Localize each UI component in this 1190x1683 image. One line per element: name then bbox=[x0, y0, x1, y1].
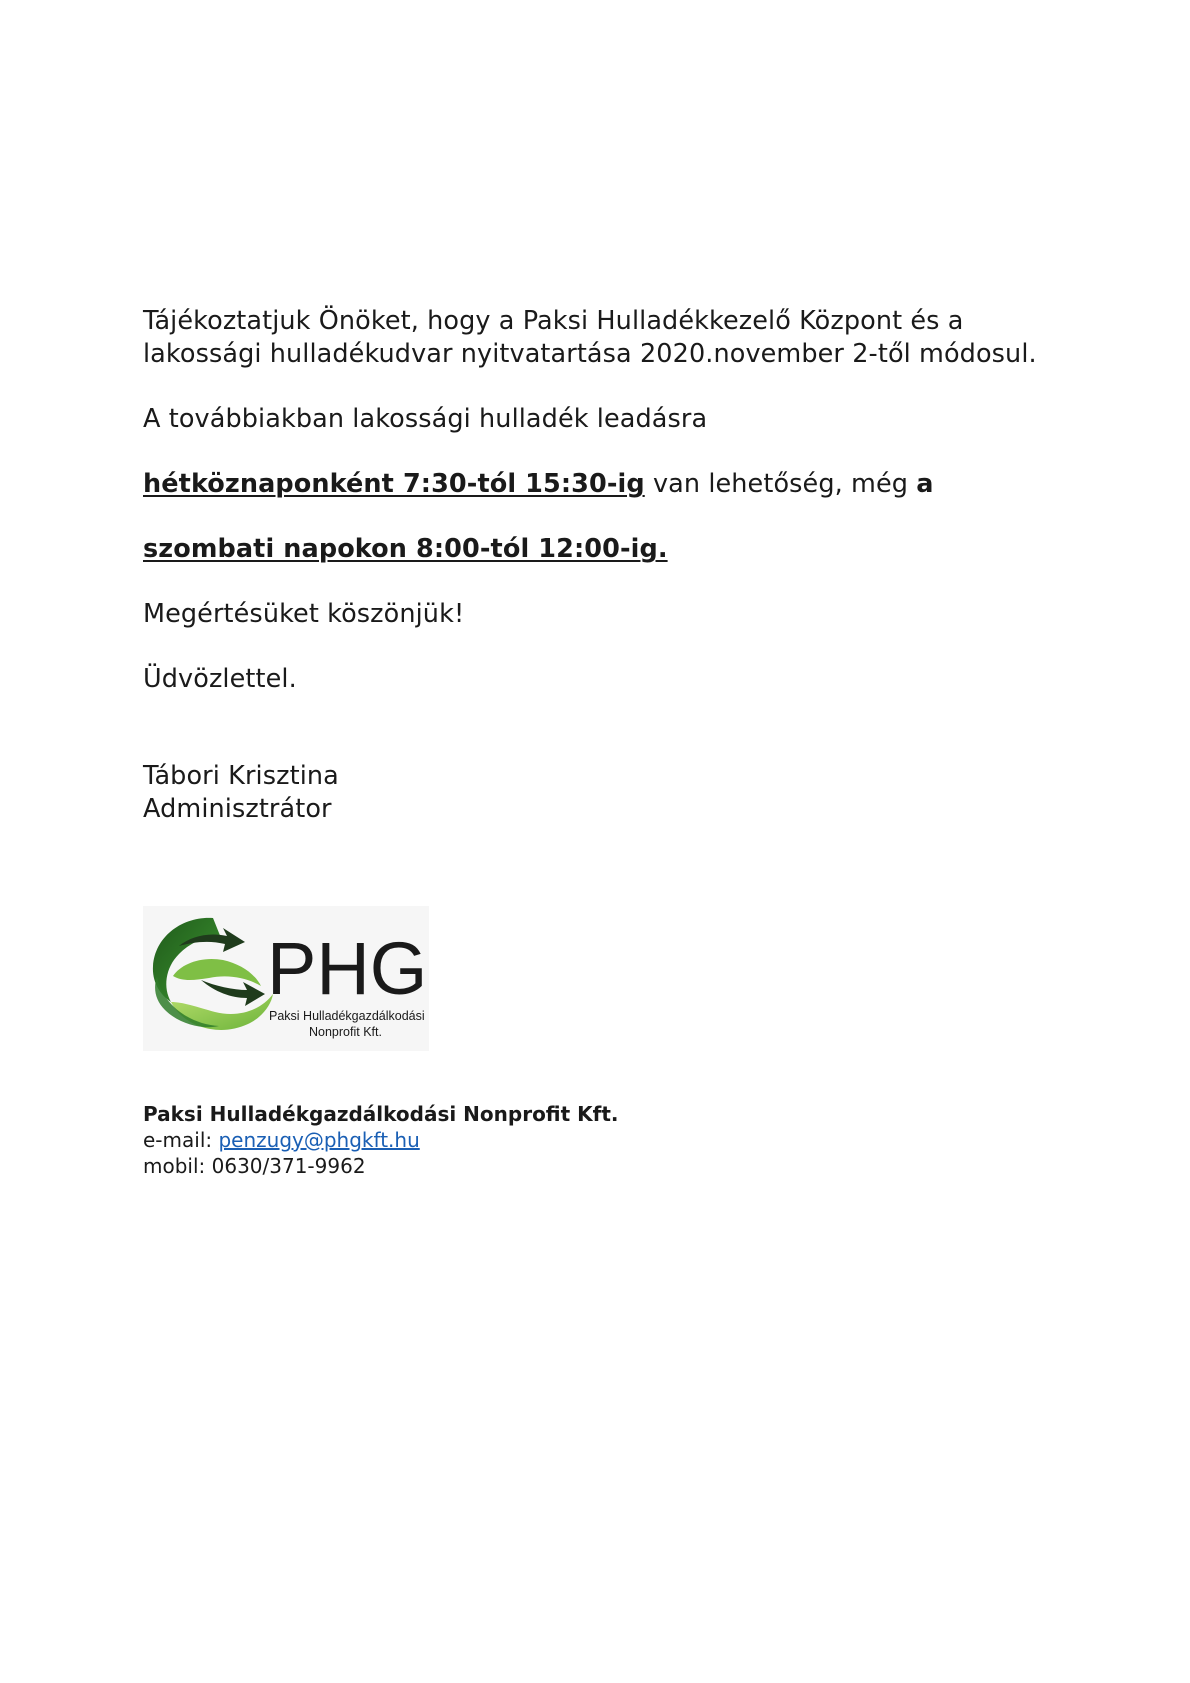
greeting-text: Üdvözlettel. bbox=[143, 664, 297, 694]
logo-line-1: Paksi Hulladékgazdálkodási bbox=[269, 1009, 425, 1023]
further-text: A továbbiakban lakossági hulladék leadásra bbox=[143, 404, 708, 434]
intro-line-2: lakossági hulladékudvar nyitvatartása 2020.november 2-től módosul. bbox=[143, 339, 1037, 369]
footer-company: Paksi Hulladékgazdálkodási Nonprofit Kft. bbox=[143, 1102, 619, 1126]
saturday-hours: szombati napokon 8:00-tól 12:00-ig. bbox=[143, 534, 668, 564]
phg-logo-graphic bbox=[143, 906, 429, 1051]
weekday-hours: hétköznaponként 7:30-tól 15:30-ig bbox=[143, 469, 645, 499]
weekday-hours-line bbox=[143, 468, 934, 501]
logo-letters: PHG bbox=[267, 927, 428, 1010]
signature-role: Adminisztrátor bbox=[143, 794, 332, 824]
footer-contact bbox=[143, 1101, 619, 1179]
logo-line-2: Nonprofit Kft. bbox=[309, 1025, 382, 1039]
footer-email-line bbox=[143, 1127, 619, 1153]
saturday-hours-line bbox=[143, 533, 668, 566]
footer-mobile: mobil: 0630/371-9962 bbox=[143, 1154, 366, 1178]
recycle-swirl-icon bbox=[153, 918, 273, 1030]
signature-name: Tábori Krisztina bbox=[143, 761, 339, 791]
thanks-text: Megértésüket köszönjük! bbox=[143, 599, 465, 629]
footer-email-label: e-mail: bbox=[143, 1128, 219, 1152]
phg-logo bbox=[143, 906, 429, 1051]
weekday-rest: van lehetőség, még bbox=[644, 469, 917, 499]
weekday-a: a bbox=[916, 469, 934, 499]
footer-email-link[interactable]: penzugy@phgkft.hu bbox=[218, 1128, 420, 1152]
intro-line-1: Tájékoztatjuk Önöket, hogy a Paksi Hulladékkezelő Központ és a bbox=[143, 306, 964, 336]
